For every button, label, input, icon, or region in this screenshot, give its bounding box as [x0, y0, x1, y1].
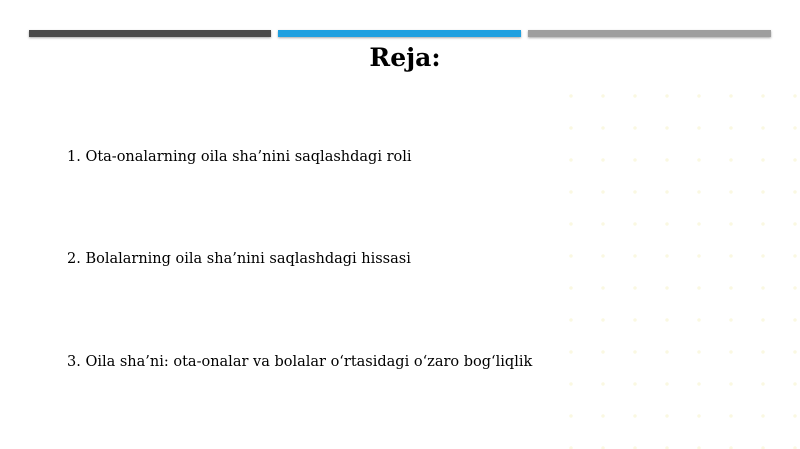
plan-item-3: 3. Oila sha’ni: ota-onalar va bolalar o‘rtasidagi o‘zaro bog‘liqlik — [67, 354, 533, 370]
plan-item-1: 1. Ota-onalarning oila sha’nini saqlashdagi roli — [67, 149, 412, 165]
header-bar-dark — [29, 30, 271, 37]
plan-item-2: 2. Bolalarning oila sha’nini saqlashdagi hissasi — [67, 251, 411, 267]
background-dot-pattern — [555, 80, 800, 449]
header-bar-gray — [528, 30, 771, 37]
slide-title: Reja: — [369, 43, 441, 72]
header-decor-bars — [29, 30, 771, 38]
header-bar-blue — [278, 30, 521, 37]
